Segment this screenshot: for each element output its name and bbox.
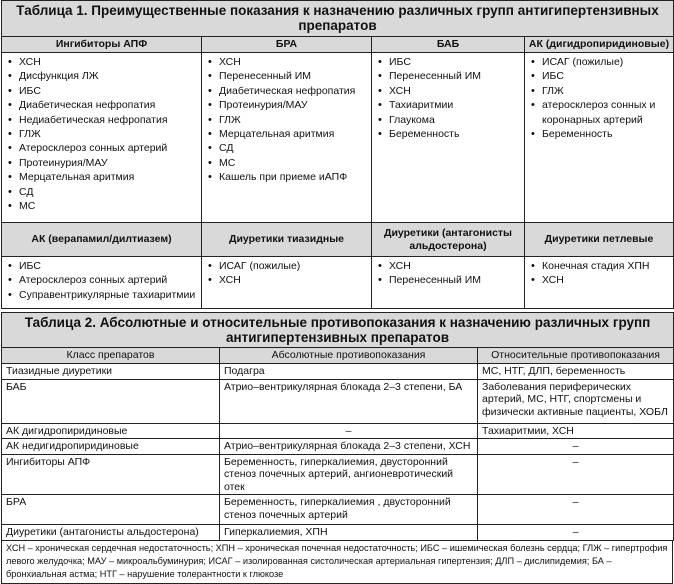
relative-cell: – [478,495,674,525]
relative-cell: МС, НТГ, ДЛП, беременность [478,364,674,380]
list-item: • Недиабетическая нефропатия [8,113,197,127]
list-item: • атеросклероз сонных и коронарных артерий [531,98,669,127]
list-item: • ХСН [531,273,669,287]
table-row [2,495,674,525]
abbreviations-footnote: ХСН – хроническая сердечная недостаточность; ХПН – хроническая почечная недостаточность; ИБС – ишемическая болезнь сердца; ГЛЖ – гипертрофия левого желудочка; МАУ – микроальбуминурия; ИСАГ – изолированная систолическая артериальная гипертензия; ДЛП – дислипидемия; БА – бронхиальная астма; НТГ – нарушение толерантности к глюкозе [1,541,673,584]
table-2-body [2,364,674,541]
list-cell [525,257,674,309]
indications-list-dhp [525,53,673,144]
list-item: • Протеинурия/МАУ [8,156,197,170]
header-beta-blockers: БАБ [372,37,525,53]
list-item: • Перенесенный ИМ [378,69,520,83]
table-1 [1,0,674,309]
table-1-list-row-2 [2,257,674,309]
list-item: • ИБС [8,84,197,98]
relative-cell: – [478,454,674,495]
absolute-cell: Беременность, гиперкалиемия, двусторонний стеноз почечных артерий, ангионевротический отек [220,454,478,495]
header-arb: БРА [202,37,372,53]
header-non-dhp-ccb: АК (верапамил/дилтиазем) [2,223,202,257]
list-item: • ГЛЖ [531,84,669,98]
header-loop-diuretics: Диуретики петлевые [525,223,674,257]
drug-class-cell: Ингибиторы АПФ [2,454,220,495]
list-item: • ХСН [378,84,520,98]
table-1-header-row-1 [2,37,674,53]
header-absolute-contraindications: Абсолютные противопоказания [220,348,478,364]
header-thiazide-diuretics: Диуретики тиазидные [202,223,372,257]
list-item: • Глаукома [378,113,520,127]
absolute-cell: Подагра [220,364,478,380]
list-cell [2,53,202,223]
drug-class-cell: БАБ [2,379,220,423]
list-item: • МС [8,199,197,213]
header-aldosterone-antagonists: Диуретики (антагонисты альдостерона) [372,223,525,257]
list-item: • ИСАГ (пожилые) [531,55,669,69]
table-2-title: Таблица 2. Абсолютные и относительные противопоказания к назначению различных групп антигипертензивных препаратов [2,313,674,348]
drug-class-cell: БРА [2,495,220,525]
list-item: • Беременность [531,127,669,141]
list-item: • ГЛЖ [208,113,367,127]
list-item: • Мерцательная аритмия [208,127,367,141]
table-row [2,379,674,423]
table-row [2,439,674,455]
list-item: • СД [8,185,197,199]
header-drug-class: Класс препаратов [2,348,220,364]
absolute-cell: Гиперкалиемия, ХПН [220,525,478,541]
list-item: • Тахиаритмии [378,98,520,112]
list-cell [525,53,674,223]
indications-list-bab [372,53,524,144]
list-item: • Атеросклероз сонных артерий [8,141,197,155]
list-item: • СД [208,141,367,155]
list-item: • ХСН [208,55,367,69]
indications-list-ace [2,53,201,216]
list-item: • Перенесенный ИМ [208,69,367,83]
absolute-cell: – [220,423,478,439]
table-row [2,364,674,380]
relative-cell: – [478,525,674,541]
header-ace-inhibitors: Ингибиторы АПФ [2,37,202,53]
drug-class-cell: АК дигидропиридиновые [2,423,220,439]
table-row [2,423,674,439]
relative-cell: Заболевания периферических артерий, МС, НТГ, спортсмены и физически активные пациенты, ХОБЛ [478,379,674,423]
drug-class-cell: Тиазидные диуретики [2,364,220,380]
table-2-header-row [2,348,674,364]
table-1-header-row-2 [2,223,674,257]
table-1-list-row-1 [2,53,674,223]
list-item: • Беременность [378,127,520,141]
indications-list-arb [202,53,371,188]
list-cell [202,257,372,309]
table-1-title: Таблица 1. Преимущественные показания к назначению различных групп антигипертензивных препаратов [2,1,674,37]
list-item: • Протеинурия/МАУ [208,98,367,112]
drug-class-cell: Диуретики (антагонисты альдостерона) [2,525,220,541]
list-item: • Суправентрикулярные тахиаритмии [8,288,197,302]
list-item: • Дисфункция ЛЖ [8,69,197,83]
list-item: • Атеросклероз сонных артерий [8,273,197,287]
absolute-cell: Атрио–вентрикулярная блокада 2–3 степени, БА [220,379,478,423]
table-row [2,454,674,495]
indications-list-non-dhp [2,257,201,305]
document-page [1,0,673,584]
absolute-cell: Атрио–вентрикулярная блокада 2–3 степени, ХСН [220,439,478,455]
table-2 [1,312,674,541]
list-cell [202,53,372,223]
list-item: • ИБС [531,69,669,83]
list-item: • Мерцательная аритмия [8,170,197,184]
list-item: • Конечная стадия ХПН [531,259,669,273]
list-cell [2,257,202,309]
list-item: • ХСН [208,273,367,287]
list-item: • ИСАГ (пожилые) [208,259,367,273]
header-dhp-ccb: АК (дигидропиридиновые) [525,37,674,53]
relative-cell: Тахиаритмии, ХСН [478,423,674,439]
absolute-cell: Беременность, гиперкалиемия , двусторонний стеноз почечных артерий [220,495,478,525]
table-row [2,525,674,541]
indications-list-loop [525,257,673,291]
list-item: • ГЛЖ [8,127,197,141]
list-cell [372,53,525,223]
list-item: • МС [208,156,367,170]
list-cell [372,257,525,309]
list-item: • ИБС [378,55,520,69]
list-item: • Кашель при приеме иАПФ [208,170,367,184]
header-relative-contraindications: Относительные противопоказания [478,348,674,364]
indications-list-thiazide [202,257,371,291]
list-item: • ХСН [378,259,520,273]
relative-cell: – [478,439,674,455]
list-item: • Перенесенный ИМ [378,273,520,287]
indications-list-aldosterone [372,257,524,291]
drug-class-cell: АК недигидропиридиновые [2,439,220,455]
list-item: • ИБС [8,259,197,273]
list-item: • Диабетическая нефропатия [8,98,197,112]
list-item: • Диабетическая нефропатия [208,84,367,98]
list-item: • ХСН [8,55,197,69]
